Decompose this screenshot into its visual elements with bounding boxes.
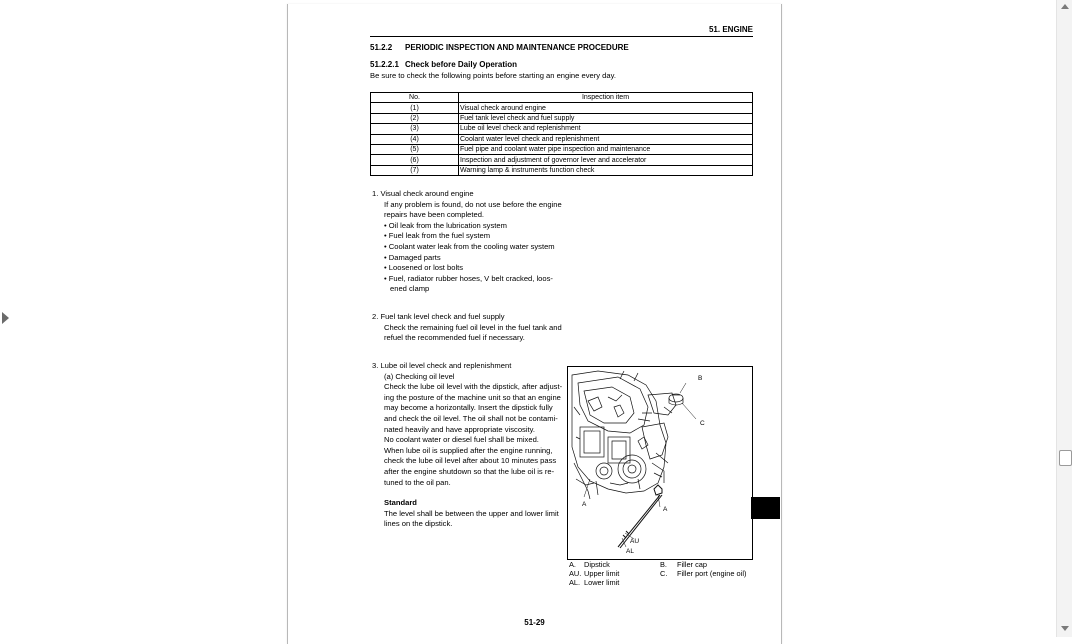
- item1-title: 1. Visual check around engine: [372, 189, 474, 198]
- row-number: (6): [371, 155, 459, 165]
- section-thumb-tab: [751, 497, 780, 519]
- table-row: [371, 124, 753, 134]
- bullet-item: • Loosened or lost bolts: [384, 263, 464, 273]
- item2-line: Check the remaining fuel oil level in the fuel tank and: [384, 322, 562, 332]
- subsection-number: 51.2.2.1: [370, 60, 399, 69]
- legend-key: A.: [569, 560, 576, 569]
- callout-label-a: A: [582, 501, 587, 508]
- item2-line: refuel the recommended fuel if necessary.: [384, 333, 525, 343]
- next-page-arrow-icon[interactable]: [2, 312, 9, 324]
- bullet-item: • Damaged parts: [384, 252, 441, 262]
- legend-key: B.: [660, 560, 667, 569]
- legend-item: [569, 569, 619, 578]
- item3-line: check the lube oil level after about 10 minutes pass: [384, 456, 557, 466]
- row-number: (1): [371, 103, 459, 113]
- table-row: [371, 165, 753, 175]
- subsection-title: Check before Daily Operation: [405, 60, 518, 69]
- standard-line: lines on the dipstick.: [384, 519, 453, 529]
- item3-line: When lube oil is supplied after the engine running,: [384, 445, 553, 455]
- row-number: (4): [371, 134, 459, 144]
- row-number: (7): [371, 165, 459, 175]
- legend-key: AL.: [569, 578, 581, 587]
- bullet-item: • Fuel, radiator rubber hoses, V belt cracked, loos-: [384, 273, 553, 283]
- callout-label-c: C: [700, 420, 705, 427]
- item3-line: ing the posture of the machine unit so that an engine: [384, 392, 561, 402]
- scroll-down-arrow-icon[interactable]: [1061, 626, 1069, 631]
- table-header-no: No.: [371, 93, 459, 103]
- legend-item: [569, 560, 610, 569]
- callout-label-al: AL: [626, 548, 634, 555]
- item3-title: 3. Lube oil level check and replenishment: [372, 361, 512, 370]
- row-number: (5): [371, 144, 459, 154]
- section-number: 51.2.2: [370, 43, 393, 52]
- row-number: (2): [371, 113, 459, 123]
- table-row: [371, 113, 753, 123]
- standard-line: The level shall be between the upper and lower limit: [384, 508, 559, 518]
- engine-dipstick-figure: [567, 366, 753, 560]
- item2-block: [372, 312, 572, 344]
- legend-text: Dipstick: [584, 560, 610, 569]
- row-item: Inspection and adjustment of governor lever and accelerator: [459, 155, 753, 165]
- item2-title: 2. Fuel tank level check and fuel supply: [372, 312, 505, 321]
- item3-line: after the engine shutdown so that the lube oil is re-: [384, 466, 555, 476]
- legend-item: [660, 569, 746, 578]
- scroll-thumb[interactable]: [1059, 450, 1072, 466]
- item3-line: No coolant water or diesel fuel shall be mixed.: [384, 435, 539, 445]
- row-item: Fuel tank level check and fuel supply: [459, 113, 753, 123]
- item3-block: [372, 361, 572, 530]
- inspection-table: [370, 92, 753, 176]
- callout-label-a-dipstick: A: [663, 506, 668, 513]
- callout-label-au: AU: [630, 538, 640, 545]
- legend-item: [660, 560, 707, 569]
- subsection-intro: Be sure to check the following points before starting an engine every day.: [370, 71, 616, 80]
- bullet-continuation: ened clamp: [390, 284, 430, 294]
- legend-text: Upper limit: [584, 569, 620, 578]
- bullet-item: • Coolant water leak from the cooling water system: [384, 241, 555, 251]
- item1-bullet-list: [384, 221, 572, 295]
- item3-line: and check the oil level. The oil shall not be contami-: [384, 413, 558, 423]
- row-item: Coolant water level check and replenishment: [459, 134, 753, 144]
- page-number: 51-29: [524, 618, 545, 627]
- callout-label-b: B: [698, 375, 703, 382]
- item3-line: tuned to the oil pan.: [384, 477, 451, 487]
- item3-line: Check the lube oil level with the dipstick, after adjust-: [384, 382, 563, 392]
- table-row: [371, 144, 753, 154]
- chapter-header: 51. ENGINE: [708, 25, 753, 34]
- bullet-item: • Fuel leak from the fuel system: [384, 231, 491, 241]
- row-item: Visual check around engine: [459, 103, 753, 113]
- vertical-scrollbar[interactable]: [1056, 0, 1072, 637]
- row-number: (3): [371, 124, 459, 134]
- item1-block: [372, 189, 572, 295]
- table-header-row: [371, 93, 753, 103]
- legend-key: AU.: [569, 569, 582, 578]
- legend-text: Lower limit: [584, 578, 620, 587]
- legend-key: C.: [660, 569, 668, 578]
- table-row: [371, 155, 753, 165]
- table-row: [371, 103, 753, 113]
- item3-subheading: (a) Checking oil level: [384, 371, 455, 381]
- legend-item: [569, 578, 619, 587]
- legend-text: Filler cap: [677, 560, 707, 569]
- header-divider: [370, 36, 753, 37]
- legend-text: Filler port (engine oil): [677, 569, 747, 578]
- bullet-item: • Oil leak from the lubrication system: [384, 220, 507, 230]
- table-header-item: Inspection item: [459, 93, 753, 103]
- item1-line: repairs have been completed.: [384, 210, 485, 220]
- manual-page: [287, 4, 782, 644]
- section-title: PERIODIC INSPECTION AND MAINTENANCE PROCEDURE: [405, 43, 629, 52]
- row-item: Lube oil level check and replenishment: [459, 124, 753, 134]
- scroll-up-arrow-icon[interactable]: [1061, 4, 1069, 9]
- row-item: Warning lamp & instruments function check: [459, 165, 753, 175]
- item1-line: If any problem is found, do not use before the engine: [384, 199, 562, 209]
- engine-illustration: [568, 367, 752, 559]
- row-item: Fuel pipe and coolant water pipe inspection and maintenance: [459, 144, 753, 154]
- table-row: [371, 134, 753, 144]
- item3-line: may become a horizontally. Insert the dipstick fully: [384, 403, 553, 413]
- item3-line: nated heavily and have appropriate viscosity.: [384, 424, 535, 434]
- standard-heading: Standard: [384, 498, 417, 508]
